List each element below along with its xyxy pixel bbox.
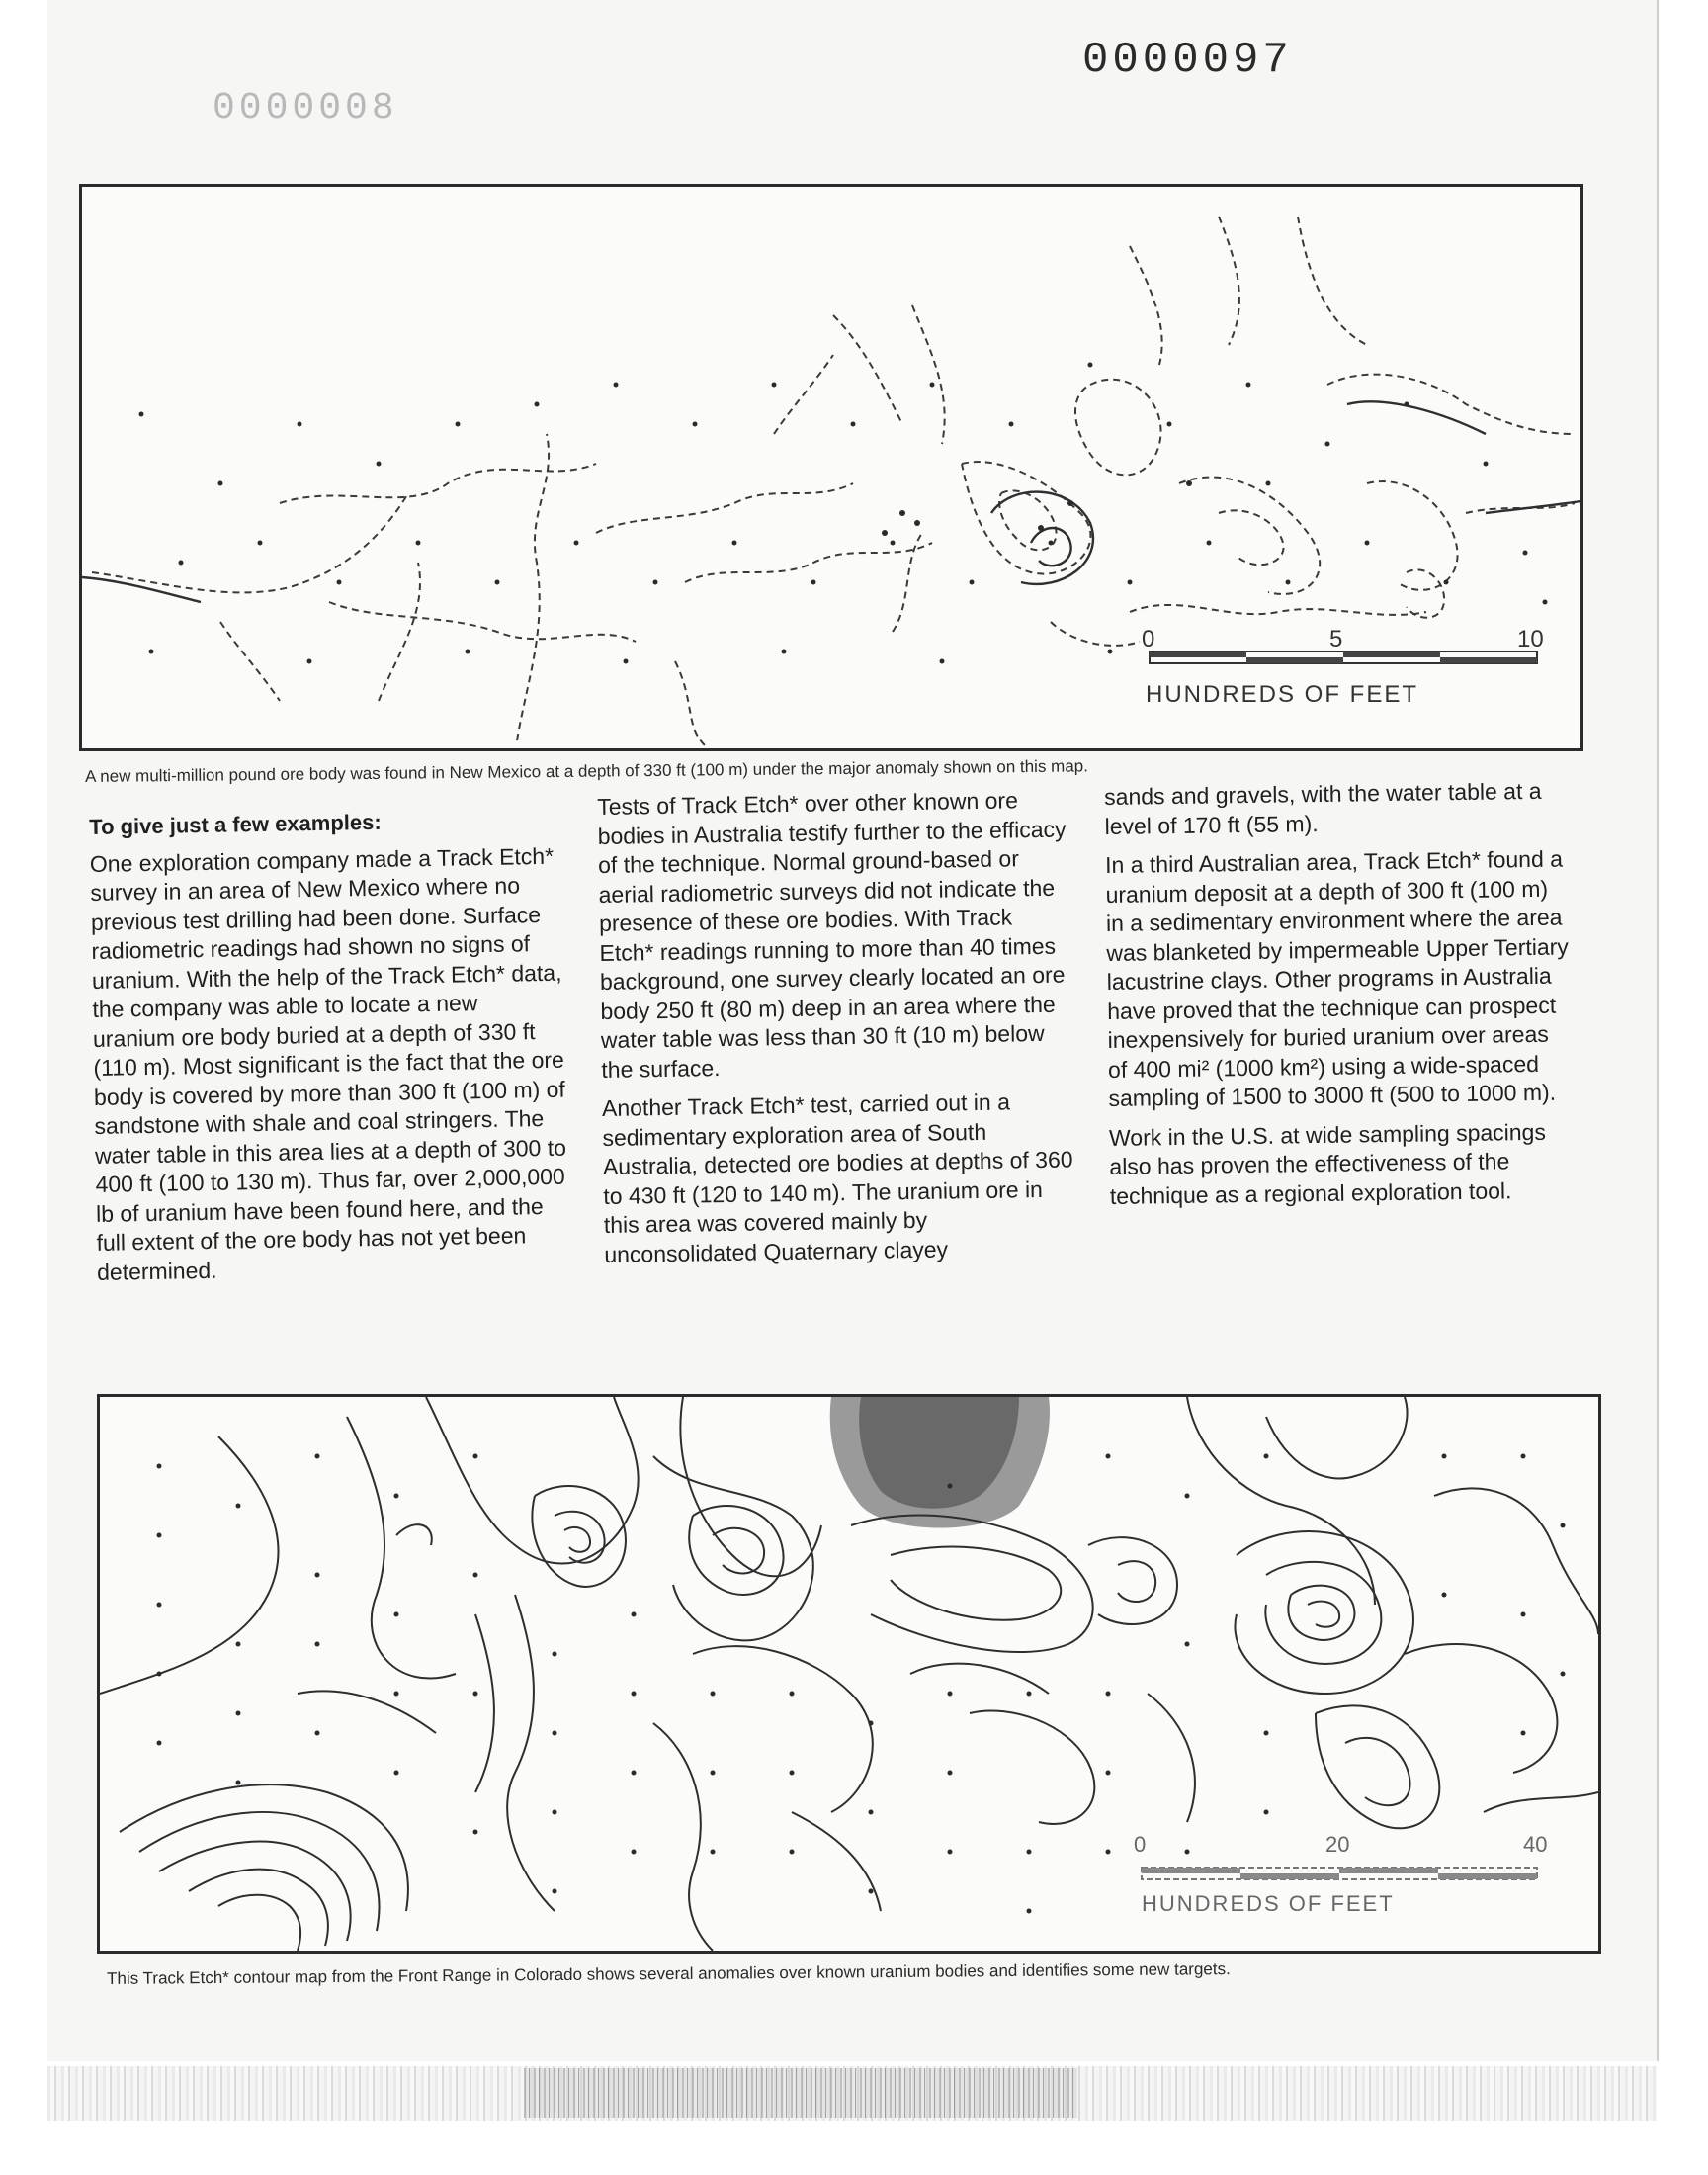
- section-heading: To give just a few examples:: [89, 809, 382, 839]
- text-column-2: [597, 786, 1075, 1279]
- text-column-1: [89, 805, 569, 1297]
- col3-paragraph-3: Work in the U.S. at wide sampling spacings also has proven the effectiveness of the technique as a regional exploration tool.: [1108, 1118, 1547, 1209]
- map1-contours: [82, 187, 1580, 748]
- map2-dark-anomaly: [830, 1397, 1050, 1528]
- map2-scale-tick-20: 20: [1325, 1832, 1350, 1857]
- map1-scale-bar: [1150, 652, 1537, 663]
- col3-paragraph-1: sands and gravels, with the water table at a level of 170 ft (55 m).: [1104, 777, 1542, 839]
- col2-paragraph-1: Tests of Track Etch* over other known ore bodies in Australia testify further to the efficacy of the technique. Normal ground-based or aerial radiometric surveys did not indicate the presence of these ore bodies. With Track Etch* readings running to more than 40 times background, one survey clearly located an ore body 250 ft (80 m) deep in an area where the water table was less than 30 ft (10 m) below the surface.: [597, 787, 1067, 1083]
- map1-caption: A new multi-million pound ore body was found in New Mexico at a depth of 330 ft (100 m) under the major anomaly shown on this map.: [85, 756, 1089, 786]
- map2-scale-unit: HUNDREDS OF FEET: [1142, 1891, 1395, 1916]
- map1-scale-tick-0: 0: [1142, 626, 1155, 652]
- map1-scale-tick-5: 5: [1329, 626, 1343, 652]
- map2-scale-tick-0: 0: [1134, 1832, 1147, 1857]
- text-column-3: [1104, 776, 1575, 1221]
- new-mexico-contour-map: [79, 184, 1583, 751]
- map2-caption: This Track Etch* contour map from the Front Range in Colorado shows several anomalies over known uranium bodies and identifies some new targets.: [107, 1959, 1231, 1988]
- map1-scale-unit: HUNDREDS OF FEET: [1146, 681, 1419, 708]
- map1-scale-tick-10: 10: [1517, 626, 1544, 652]
- map2-scale-bar: [1142, 1868, 1537, 1879]
- col1-paragraph-1: One exploration company made a Track Etch* survey in an area of New Mexico where no previous test drilling had been done. Surface radiometric readings had shown no signs of uranium. With the help of the Track Etch* data, the company was able to locate a new uranium ore body buried at a depth of 330 ft (110 m). Most significant is the fact that the ore body is covered by more than 300 ft (100 m) of sandstone with shale and coal stringers. The water table in this area lies at a depth of 300 to 400 ft (100 to 130 m). Thus far, over 2,000,000 lb of uranium have been found here, and the full extent of the ore body has not yet been determined.: [89, 842, 567, 1285]
- document-number: 0000097: [1082, 36, 1293, 85]
- faded-stamp-number: 0000008: [213, 87, 398, 130]
- colorado-contour-map: [97, 1394, 1601, 1954]
- col2-paragraph-2: Another Track Etch* test, carried out in a sedimentary exploration area of South Australia, detected ore bodies at depths of 360 to 430 ft (120 to 140 m). The uranium ore in this area was covered mainly by unconsolidated Quaternary clayey: [601, 1088, 1073, 1267]
- map2-contours: [100, 1397, 1598, 1951]
- map2-scale-tick-40: 40: [1523, 1832, 1548, 1857]
- col3-paragraph-2: In a third Australian area, Track Etch* found a uranium deposit at a depth of 300 ft (100 m) in a sedimentary environment where the area was blanketed by impermeable Upper Tertiary lacustrine clays. Other programs in Australia have proved that the technique can prospect inexpensively for buried uranium over areas of 400 mi² (1000 km²) using a wide-spaced sampling of 1500 to 3000 ft (500 to 1000 m).: [1104, 845, 1569, 1111]
- scanner-artifact-dark: [524, 2068, 1077, 2118]
